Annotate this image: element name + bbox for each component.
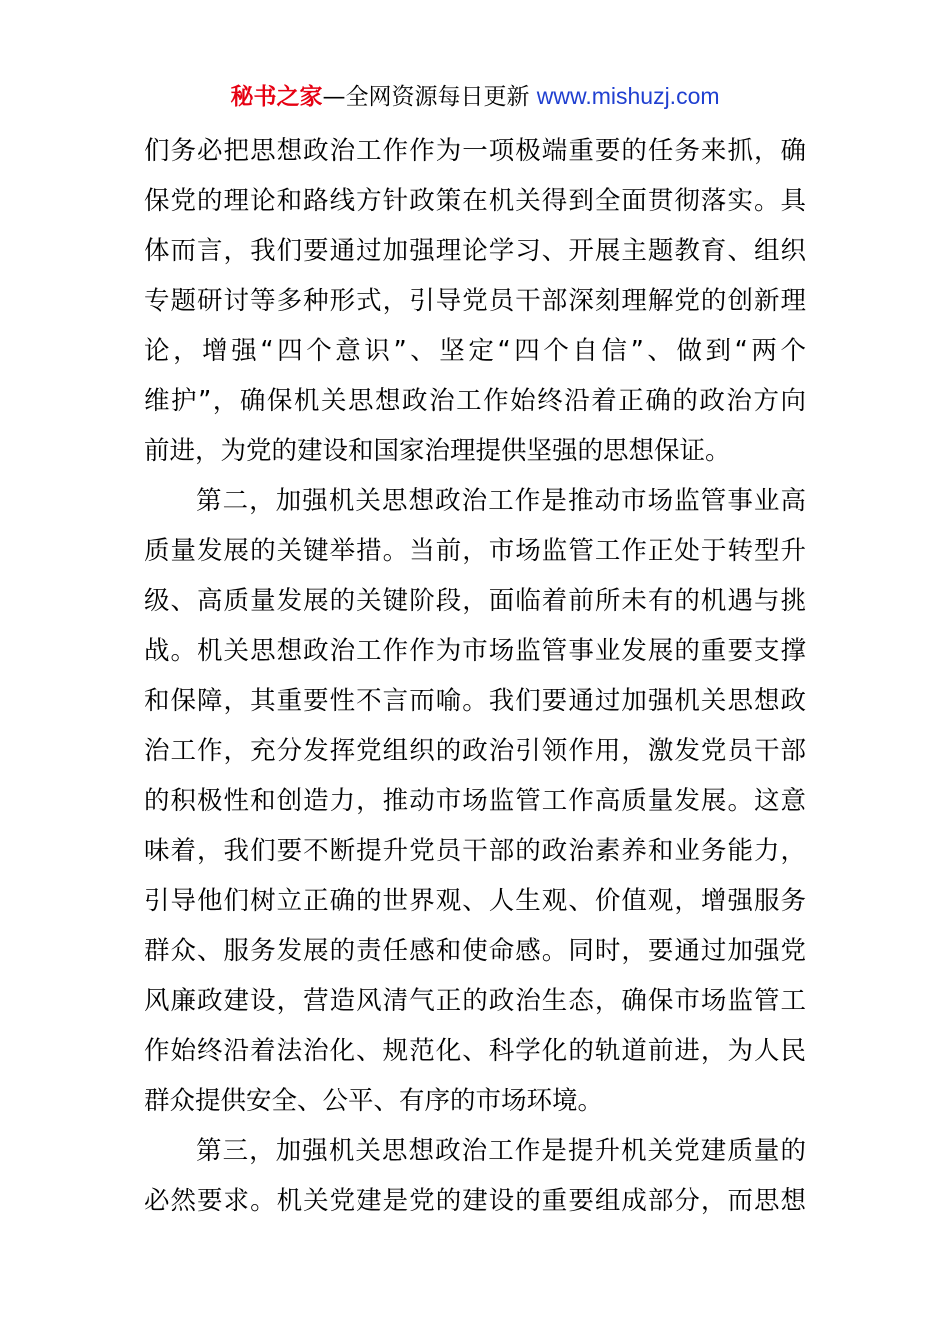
text-line: 群众、服务发展的责任感和使命感。同时，要通过加强党 (144, 936, 806, 966)
text-line: 治工作，充分发挥党组织的政治引领作用，激发党员干部 (144, 736, 806, 766)
paragraph-end-line: 群众提供安全、公平、有序的市场环境。 (144, 1086, 604, 1116)
text-line: 风廉政建设，营造风清气正的政治生态，确保市场监管工 (144, 986, 806, 1016)
text-line: 维护”，确保机关思想政治工作始终沿着正确的政治方向 (144, 386, 806, 416)
paragraph-start-line: 第三，加强机关思想政治工作是提升机关党建质量的 (196, 1136, 806, 1166)
site-slogan: —全网资源每日更新 (322, 84, 537, 110)
text-line: 和保障，其重要性不言而喻。我们要通过加强机关思想政 (144, 686, 806, 716)
text-line: 味着，我们要不断提升党员干部的政治素养和业务能力， (144, 836, 806, 866)
text-line: 战。机关思想政治工作作为市场监管事业发展的重要支撑 (144, 636, 806, 666)
site-brand: 秘书之家 (230, 84, 323, 110)
text-line: 质量发展的关键举措。当前，市场监管工作正处于转型升 (144, 536, 806, 566)
text-line: 保党的理论和路线方针政策在机关得到全面贯彻落实。具 (144, 186, 806, 216)
text-line: 引导他们树立正确的世界观、人生观、价值观，增强服务 (144, 886, 806, 916)
site-url-link[interactable]: www.mishuzj.com (536, 83, 720, 109)
text-line: 论，增强“四个意识”、坚定“四个自信”、做到“两个 (144, 336, 806, 366)
text-line: 们务必把思想政治工作作为一项极端重要的任务来抓，确 (144, 136, 806, 166)
paragraph-start-line: 第二，加强机关思想政治工作是推动市场监管事业高 (196, 486, 806, 516)
text-line: 的积极性和创造力，推动市场监管工作高质量发展。这意 (144, 786, 806, 816)
text-line: 作始终沿着法治化、规范化、科学化的轨道前进，为人民 (144, 1036, 806, 1066)
paragraph-end-line: 前进，为党的建设和国家治理提供坚强的思想保证。 (144, 436, 731, 466)
text-line: 体而言，我们要通过加强理论学习、开展主题教育、组织 (144, 236, 806, 266)
text-line: 级、高质量发展的关键阶段，面临着前所未有的机遇与挑 (144, 586, 806, 616)
document-body (144, 126, 806, 1226)
page-header (0, 80, 950, 113)
text-line: 必然要求。机关党建是党的建设的重要组成部分，而思想 (144, 1186, 806, 1216)
text-line: 专题研讨等多种形式，引导党员干部深刻理解党的创新理 (144, 286, 806, 316)
